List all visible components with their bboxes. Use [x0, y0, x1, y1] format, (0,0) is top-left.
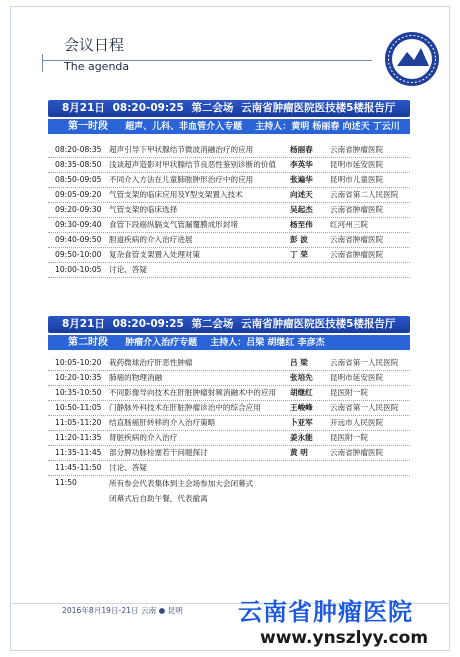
row-time: 10:05-10:20 [55, 358, 102, 367]
table-row [48, 248, 410, 263]
row-org: 云南省肿瘤医院 [330, 235, 384, 244]
session-block-1 [48, 100, 410, 278]
period-host: 主持人：吕梁 胡继红 李彦杰 [210, 338, 325, 348]
row-org: 云南省肿瘤医院 [330, 145, 384, 154]
row-speaker: 卜亚军 [290, 418, 313, 427]
row-org: 云南省第一人民医院 [330, 358, 399, 367]
row-speaker: 杨至伟 [290, 220, 313, 229]
row-time: 11:45-11:50 [55, 463, 102, 472]
row-topic: 不同影像导向技术在肝脏肿瘤射频消融术中的应用 [109, 388, 277, 397]
table-row [48, 263, 410, 278]
row-org: 云南省肿瘤医院 [330, 205, 384, 214]
session-location: 云南省肿瘤医院医技楼5楼报告厅 [241, 102, 396, 114]
row-topic: 超声引导下甲状腺结节微波消融治疗的应用 [109, 145, 254, 154]
table-row [48, 431, 410, 446]
row-org: 红河州三院 [330, 220, 368, 229]
row-speaker: 杨丽春 [290, 145, 313, 154]
table-row [48, 233, 410, 248]
period-name: 第二时段 [68, 337, 108, 348]
table-row [48, 203, 410, 218]
closing-line-1: 所有参会代表集体到主会场参加大会闭幕式 [109, 479, 254, 488]
row-org: 昆医附一院 [330, 388, 368, 397]
row-topic: 肾脏疾病的介入治疗 [109, 433, 178, 442]
period-bar [48, 119, 410, 134]
page-subtitle: The agenda [64, 60, 130, 73]
row-speaker: 胡继红 [290, 388, 313, 397]
session-venue: 第二会场 [191, 102, 234, 114]
row-time: 09:20-09:30 [55, 205, 102, 214]
period-bar [48, 335, 410, 350]
watermark-text: 云南省肿瘤医院 [238, 598, 413, 626]
row-org: 昆明市儿童医院 [330, 175, 384, 184]
row-topic: 气管支架的临床选择 [109, 205, 178, 214]
table-row [48, 461, 410, 476]
watermark-url: www.ynszlyy.com [260, 628, 429, 648]
row-speaker: 姜永能 [290, 433, 313, 442]
closing-text [109, 476, 319, 506]
row-org: 昆明市延安医院 [330, 373, 384, 382]
table-row [48, 218, 410, 233]
row-time: 09:05-09:20 [55, 190, 102, 199]
row-time: 10:35-10:50 [55, 388, 102, 397]
hospital-logo [383, 30, 441, 88]
row-topic: 气管支架的临床应用及Y型支架置入技术 [109, 190, 243, 199]
row-org: 昆明市延安医院 [330, 160, 384, 169]
table-row [48, 371, 410, 386]
footer-text: 2016年8月19日-21日 云南 ● 昆明 [62, 606, 183, 615]
row-speaker: 张培先 [290, 373, 313, 382]
row-time: 08:35-08:50 [55, 160, 102, 169]
row-org: 昆医附一院 [330, 433, 368, 442]
period-name: 第一时段 [68, 121, 108, 132]
row-speaker: 彭 波 [290, 235, 308, 244]
session-banner [48, 100, 410, 117]
row-topic: 肺癌的物理消融 [109, 373, 163, 382]
row-speaker: 吕 梁 [290, 358, 308, 367]
session-date: 8月21日 [62, 318, 105, 330]
session-block-2 [48, 316, 410, 514]
row-speaker: 王峻峰 [290, 403, 313, 412]
table-row [48, 386, 410, 401]
table-row [48, 356, 410, 371]
row-topic: 不同介入方法在儿童肺脓肿形治疗中的应用 [109, 175, 254, 184]
session-venue: 第二会场 [191, 318, 234, 330]
row-time: 10:50-11:05 [55, 403, 102, 412]
row-time: 08:20-08:35 [55, 145, 102, 154]
row-time: 10:20-10:35 [55, 373, 102, 382]
row-speaker: 吴起杰 [290, 205, 313, 214]
period-topic: 肿瘤介入治疗专题 [125, 338, 198, 348]
row-topic: 结直肠癌肝转移的介入治疗策略 [109, 418, 216, 427]
session-date: 8月21日 [62, 102, 105, 114]
row-speaker: 黄 明 [290, 448, 308, 457]
row-topic: 讨论、答疑 [109, 265, 147, 274]
row-org: 云南省肿瘤医院 [330, 250, 384, 259]
row-time: 09:40-09:50 [55, 235, 102, 244]
closing-time: 11:50 [55, 478, 77, 487]
table-row [48, 173, 410, 188]
row-topic: 门静脉外科技术在肝脏肿瘤诊治中的综合应用 [109, 403, 261, 412]
row-org: 开远市人民医院 [330, 418, 384, 427]
row-time: 11:05-11:20 [55, 418, 102, 427]
row-speaker: 向述天 [290, 190, 313, 199]
row-topic: 胆道疾病的介入治疗进展 [109, 235, 193, 244]
row-time: 08:50-09:05 [55, 175, 102, 184]
table-row [48, 446, 410, 461]
row-speaker: 李英华 [290, 160, 313, 169]
row-time: 09:30-09:40 [55, 220, 102, 229]
session-time: 08:20-09:25 [112, 102, 184, 114]
page-title: 会议日程 [64, 36, 125, 54]
row-topic: 复杂食管支架置入处理对策 [109, 250, 201, 259]
row-topic: 食管下段癌纵膈支气管漏覆膜成形封堵 [109, 220, 239, 229]
row-time: 11:35-11:45 [55, 448, 102, 457]
row-topic: 栽药微球治疗肝恶性肿瘤 [109, 358, 193, 367]
period-topic: 超声、儿科、非血管介入专题 [125, 122, 243, 132]
row-time: 11:20-11:35 [55, 433, 102, 442]
row-speaker: 张遍华 [290, 175, 313, 184]
closing-row [48, 476, 410, 514]
table-row [48, 188, 410, 203]
row-org: 云南省第二人民医院 [330, 190, 399, 199]
session-banner [48, 316, 410, 333]
period-host: 主持人：黄明 杨丽春 向述天 丁云川 [255, 122, 400, 132]
row-org: 云南省肿瘤医院 [330, 448, 384, 457]
row-topic: 浅谈超声造影对甲状腺结节良恶性鉴别诊断的价值 [109, 160, 277, 169]
closing-line-2: 闭幕式后自助午餐，代表撤离 [109, 494, 208, 503]
header-divider [42, 54, 43, 72]
table-row [48, 416, 410, 431]
table-row [48, 401, 410, 416]
session-location: 云南省肿瘤医院医技楼5楼报告厅 [241, 318, 396, 330]
row-org: 云南省第一人民医院 [330, 403, 399, 412]
table-row [48, 158, 410, 173]
row-time: 10:00-10:05 [55, 265, 102, 274]
row-speaker: 丁 荣 [290, 250, 308, 259]
table-row [48, 143, 410, 158]
row-time: 09:50-10:00 [55, 250, 102, 259]
row-topic: 讨论、答疑 [109, 463, 147, 472]
row-topic: 部分脾功脉栓塞若干问题探讨 [109, 448, 208, 457]
session-time: 08:20-09:25 [112, 318, 184, 330]
